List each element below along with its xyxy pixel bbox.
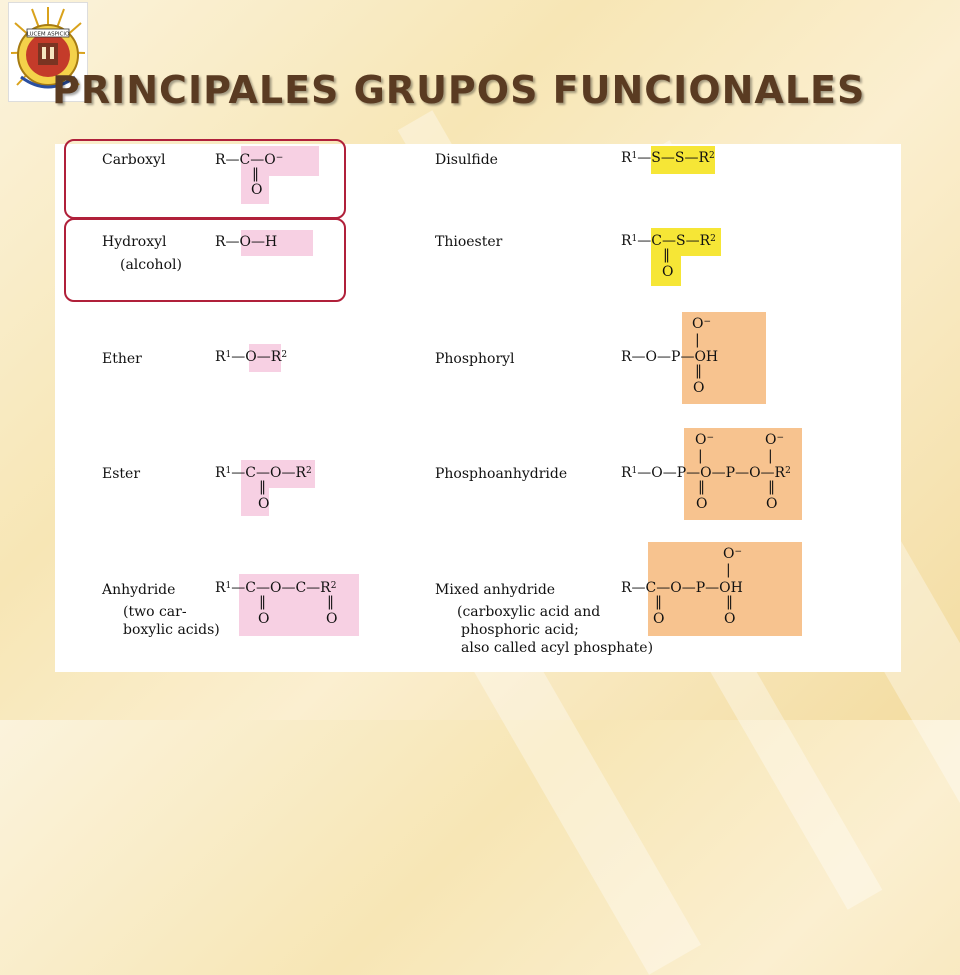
group-name-carboxyl: Carboxyl <box>102 152 166 168</box>
group-name-mixed-anhydride: Mixed anhydride <box>435 582 556 598</box>
group-name-ether: Ether <box>102 351 142 367</box>
phosphoanhydride-structure: $R^1—O—P—O—P—O—R^2$ <box>621 465 791 481</box>
group-sub-hydroxyl: (alcohol) <box>120 257 182 273</box>
hydroxyl-structure: R—O—H <box>215 234 278 250</box>
group-sub3-mixed-anhydride: also called acyl phosphate) <box>461 640 654 656</box>
ether-structure: $R^1—O—R^2$ <box>215 349 288 365</box>
group-name-thioester: Thioester <box>435 234 503 250</box>
group-sub2-mixed-anhydride: phosphoric acid; <box>461 622 579 638</box>
phosphoryl-structure: R—O—P—OH <box>621 349 719 365</box>
logo-ribbon-text: LUCEM ASPICIO <box>26 31 70 38</box>
group-sub-anhydride: (two car- <box>123 604 187 620</box>
anhydride-structure: $R^1—C—O—C—R^2$ <box>215 580 337 596</box>
mixed-anhydride-structure: R—C—O—P—OH <box>621 580 743 596</box>
carboxyl-structure: R—C—O− <box>215 152 284 168</box>
group-name-phosphoryl: Phosphoryl <box>435 351 515 367</box>
thioester-structure: $R^1—C—S—R^2$ <box>621 233 716 249</box>
ester-structure: $R^1—C—O—R^2$ <box>215 465 312 481</box>
group-name-phosphoanhydride: Phosphoanhydride <box>435 466 568 482</box>
disulfide-structure: $R^1—S—S—R^2$ <box>621 150 715 166</box>
group-sub2-anhydride: boxylic acids) <box>123 622 220 638</box>
group-name-disulfide: Disulfide <box>435 152 498 168</box>
slide-title: PRINCIPALES GRUPOS FUNCIONALES <box>52 68 866 112</box>
group-sub-mixed-anhydride: (carboxylic acid and <box>457 604 601 620</box>
group-name-ester: Ester <box>102 466 141 482</box>
group-name-anhydride: Anhydride <box>102 582 176 598</box>
group-name-hydroxyl: Hydroxyl <box>102 234 167 250</box>
functional-groups-table: Carboxyl R—C—O− ‖ O Hydroxyl (alcohol) R—O—H Ether $R^1—O—R^2$ Ester $R^1—C—O—R^2$ ‖ O Anhydride (two car- boxylic acids) $R^1—C—O—C—R^2$ ‖ O ‖ O Disulfide $R^1—S—S—R^2$ Thioester $R^1—C—S—R^2$ ‖ O Phosphoryl O− | R—O—P—OH ‖ O Phosphoanhydride O− O− | | $R^1—O—P—O—P—O—R^2$ ‖ O ‖ O Mixed anhydride (carboxylic acid and phosphoric acid; also called acyl phosphate) O− | R—C—O—P—OH ‖ O ‖ O <box>55 144 901 672</box>
